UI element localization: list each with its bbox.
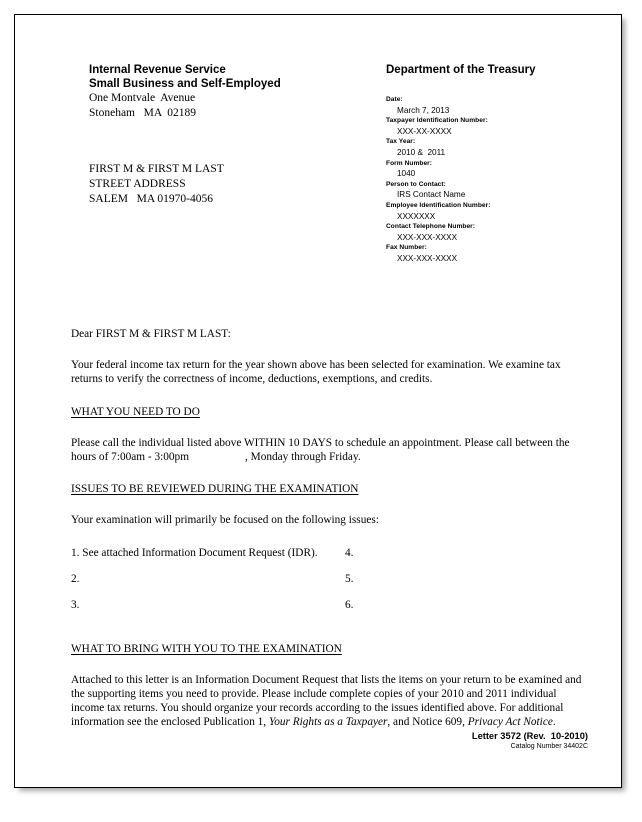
field-tax-year-label: Tax Year: — [386, 138, 416, 146]
issue-item-5: 5. — [345, 572, 354, 585]
letterhead — [15, 15, 621, 263]
agency-name-line-1: Internal Revenue Service — [89, 64, 226, 76]
field-date-label: Date: — [386, 96, 403, 103]
field-fax-number-value: XXX-XXX-XXXX — [397, 253, 458, 263]
what-to-bring-paragraph — [71, 673, 583, 730]
field-form-number — [386, 159, 606, 180]
field-contact-telephone — [386, 222, 606, 243]
field-fax-number-label: Fax Number: — [386, 244, 427, 252]
recipient-name: FIRST M & FIRST M LAST — [89, 163, 224, 175]
recipient-address-block — [89, 162, 224, 207]
footer-letter-number: Letter 3572 (Rev. 10-2010) — [471, 731, 588, 741]
field-tin — [386, 116, 606, 137]
need-to-do-paragraph — [71, 436, 583, 464]
agency-city-state-zip: Stoneham MA 02189 — [89, 106, 197, 119]
field-person-to-contact-label: Person to Contact: — [386, 180, 446, 188]
treasury-info-block — [386, 63, 606, 265]
field-fax-number — [386, 243, 606, 264]
footer-catalog-number: Catalog Number 34402C — [510, 743, 588, 750]
recipient-city-state-zip: SALEM MA 01970-4056 — [89, 193, 213, 205]
letter-body — [71, 327, 583, 748]
issue-item-4: 4. — [345, 546, 354, 559]
field-employee-id — [386, 201, 606, 222]
issues-lead-in: Your examination will primarily be focused on the following issues: — [71, 514, 379, 527]
field-form-number-value: 1040 — [397, 169, 416, 179]
field-employee-id-label: Employee Identification Number: — [386, 201, 491, 209]
agency-name-line-2: Small Business and Self-Employed — [89, 78, 281, 90]
bring-text-part-3: . — [552, 716, 556, 729]
publication-1-title: Your Rights as a Taxpayer — [268, 716, 388, 729]
issue-item-2: 2. — [71, 572, 80, 585]
bring-text-part-1: Attached to this letter is an Information Document Request that lists the items on your return to be examined and the supporting items you need to provide. Please include complete copies of your 2010 and 2011 individual income tax returns. You should organize your records according to the issues identified above. For additional information see the enclosed Publication 1, — [71, 673, 582, 729]
issue-item-6: 6. — [345, 598, 354, 611]
agency-street: One Montvale Avenue — [89, 92, 196, 104]
heading-issues-to-be-reviewed: ISSUES TO BE REVIEWED DURING THE EXAMINATION — [71, 483, 359, 496]
need-to-do-text-after: , Monday through Friday. — [245, 451, 361, 464]
issues-list — [71, 546, 583, 612]
heading-what-you-need-to-do: WHAT YOU NEED TO DO — [71, 405, 200, 418]
issue-item-3: 3. — [71, 598, 80, 611]
field-tax-year-value: 2010 & 2011 — [397, 147, 446, 157]
field-date-value: March 7, 2013 — [397, 105, 450, 115]
document-page — [14, 14, 622, 788]
field-tin-value: XXX-XX-XXXX — [397, 126, 452, 136]
notice-609-title: Privacy Act Notice — [467, 716, 553, 729]
treasury-title: Department of the Treasury — [386, 64, 536, 76]
salutation: Dear FIRST M & FIRST M LAST: — [71, 328, 231, 340]
need-to-do-text-before: Please call the individual listed above WITHIN 10 DAYS to schedule an appointment. Please call between the hours of — [71, 436, 570, 464]
agency-address-block — [89, 63, 281, 120]
intro-paragraph: Your federal income tax return for the year shown above has been selected for examination. We examine tax returns to verify the correctness of income, deductions, exemptions, and credits. — [71, 359, 561, 386]
heading-what-to-bring: WHAT TO BRING WITH YOU TO THE EXAMINATION — [71, 642, 342, 655]
page-footer — [472, 731, 588, 751]
field-date — [386, 95, 606, 116]
field-contact-telephone-label: Contact Telephone Number: — [386, 223, 476, 231]
field-tin-label: Taxpayer Identification Number: — [386, 117, 488, 125]
field-person-to-contact — [386, 180, 606, 201]
recipient-street: STREET ADDRESS — [89, 178, 186, 190]
field-employee-id-value: XXXXXXX — [397, 211, 436, 221]
appointment-hours-value: 7:00am - 3:00pm — [111, 451, 189, 464]
bring-text-part-2: , and Notice 609, — [387, 716, 468, 729]
field-person-to-contact-value: IRS Contact Name — [397, 190, 466, 200]
field-contact-telephone-value: XXX-XXX-XXXX — [397, 232, 458, 242]
issue-item-1: 1. See attached Information Document Request (IDR). — [71, 546, 318, 559]
field-form-number-label: Form Number: — [386, 159, 433, 167]
field-tax-year — [386, 137, 606, 158]
